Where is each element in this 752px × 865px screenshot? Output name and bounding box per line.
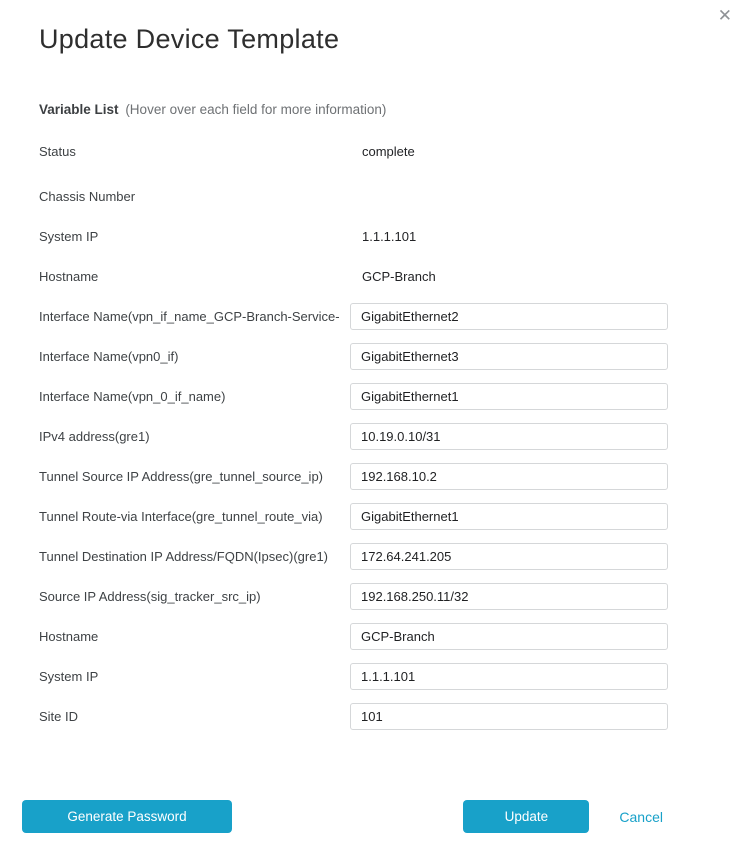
field-label-interface-name-vpn-0-if-name: Interface Name(vpn_0_if_name) bbox=[39, 389, 226, 404]
field-row-source-ip-address bbox=[39, 583, 752, 610]
field-label-hostname-input: Hostname bbox=[39, 629, 99, 644]
dialog-title: Update Device Template bbox=[39, 24, 340, 54]
generate-password-button[interactable]: Generate Password bbox=[22, 800, 232, 833]
field-input-tunnel-source-ip-address[interactable] bbox=[350, 463, 668, 490]
field-input-tunnel-destination-ip-address[interactable] bbox=[350, 543, 668, 570]
field-row-tunnel-source-ip-address bbox=[39, 463, 752, 490]
field-input-interface-name-vpn-0-if-name[interactable] bbox=[350, 383, 668, 410]
field-input-hostname-input[interactable] bbox=[350, 623, 668, 650]
field-row-interface-name-vpn-0-if-name bbox=[39, 383, 752, 410]
field-label-tunnel-route-via-interface: Tunnel Route-via Interface(gre_tunnel_route_via) bbox=[39, 509, 323, 524]
field-row-site-id bbox=[39, 703, 752, 730]
field-label-chassis-number: Chassis Number bbox=[39, 189, 136, 204]
field-label-interface-name-vpn-if-name-gcp-branch-service: Interface Name(vpn_if_name_GCP-Branch-Service- bbox=[39, 309, 340, 324]
field-value-hostname: GCP-Branch bbox=[362, 269, 436, 284]
update-button[interactable]: Update bbox=[463, 800, 589, 833]
field-row-interface-name-vpn-if-name-gcp-branch-service bbox=[39, 303, 752, 330]
field-label-tunnel-source-ip-address: Tunnel Source IP Address(gre_tunnel_source_ip) bbox=[39, 469, 324, 484]
field-label-site-id: Site ID bbox=[39, 709, 79, 724]
field-label-hostname: Hostname bbox=[39, 269, 99, 284]
field-row-tunnel-destination-ip-address bbox=[39, 543, 752, 570]
variable-list-heading bbox=[39, 101, 752, 118]
field-label-source-ip-address: Source IP Address(sig_tracker_src_ip) bbox=[39, 589, 261, 604]
field-value-system-ip: 1.1.1.101 bbox=[362, 229, 417, 244]
field-input-ipv4-address-gre1[interactable] bbox=[350, 423, 668, 450]
field-input-interface-name-vpn0-if[interactable] bbox=[350, 343, 668, 370]
dialog-footer bbox=[0, 800, 752, 833]
field-label-tunnel-destination-ip-address: Tunnel Destination IP Address/FQDN(Ipsec)(gre1) bbox=[39, 549, 329, 564]
field-input-source-ip-address[interactable] bbox=[350, 583, 668, 610]
field-input-site-id[interactable] bbox=[350, 703, 668, 730]
variable-list-hint: (Hover over each field for more information) bbox=[125, 102, 387, 117]
field-value-status: complete bbox=[362, 144, 415, 159]
variable-list-title: Variable List bbox=[39, 102, 119, 117]
field-row-interface-name-vpn0-if bbox=[39, 343, 752, 370]
field-row-status bbox=[39, 138, 752, 165]
field-input-system-ip-input[interactable] bbox=[350, 663, 668, 690]
field-label-system-ip-input: System IP bbox=[39, 669, 99, 684]
cancel-button[interactable]: Cancel bbox=[619, 808, 663, 825]
footer-actions bbox=[463, 800, 663, 833]
field-row-ipv4-address-gre1 bbox=[39, 423, 752, 450]
field-row-system-ip bbox=[39, 223, 752, 250]
field-label-interface-name-vpn0-if: Interface Name(vpn0_if) bbox=[39, 349, 179, 364]
field-row-system-ip-input bbox=[39, 663, 752, 690]
field-row-hostname-input bbox=[39, 623, 752, 650]
field-input-tunnel-route-via-interface[interactable] bbox=[350, 503, 668, 530]
variable-list bbox=[39, 138, 752, 730]
field-input-interface-name-vpn-if-name-gcp-branch-service[interactable] bbox=[350, 303, 668, 330]
field-row-tunnel-route-via-interface bbox=[39, 503, 752, 530]
field-row-chassis-number bbox=[39, 183, 752, 210]
close-icon[interactable]: ✕ bbox=[717, 6, 732, 25]
field-label-status: Status bbox=[39, 144, 76, 159]
field-label-ipv4-address-gre1: IPv4 address(gre1) bbox=[39, 429, 150, 444]
field-label-system-ip: System IP bbox=[39, 229, 99, 244]
field-row-hostname bbox=[39, 263, 752, 290]
